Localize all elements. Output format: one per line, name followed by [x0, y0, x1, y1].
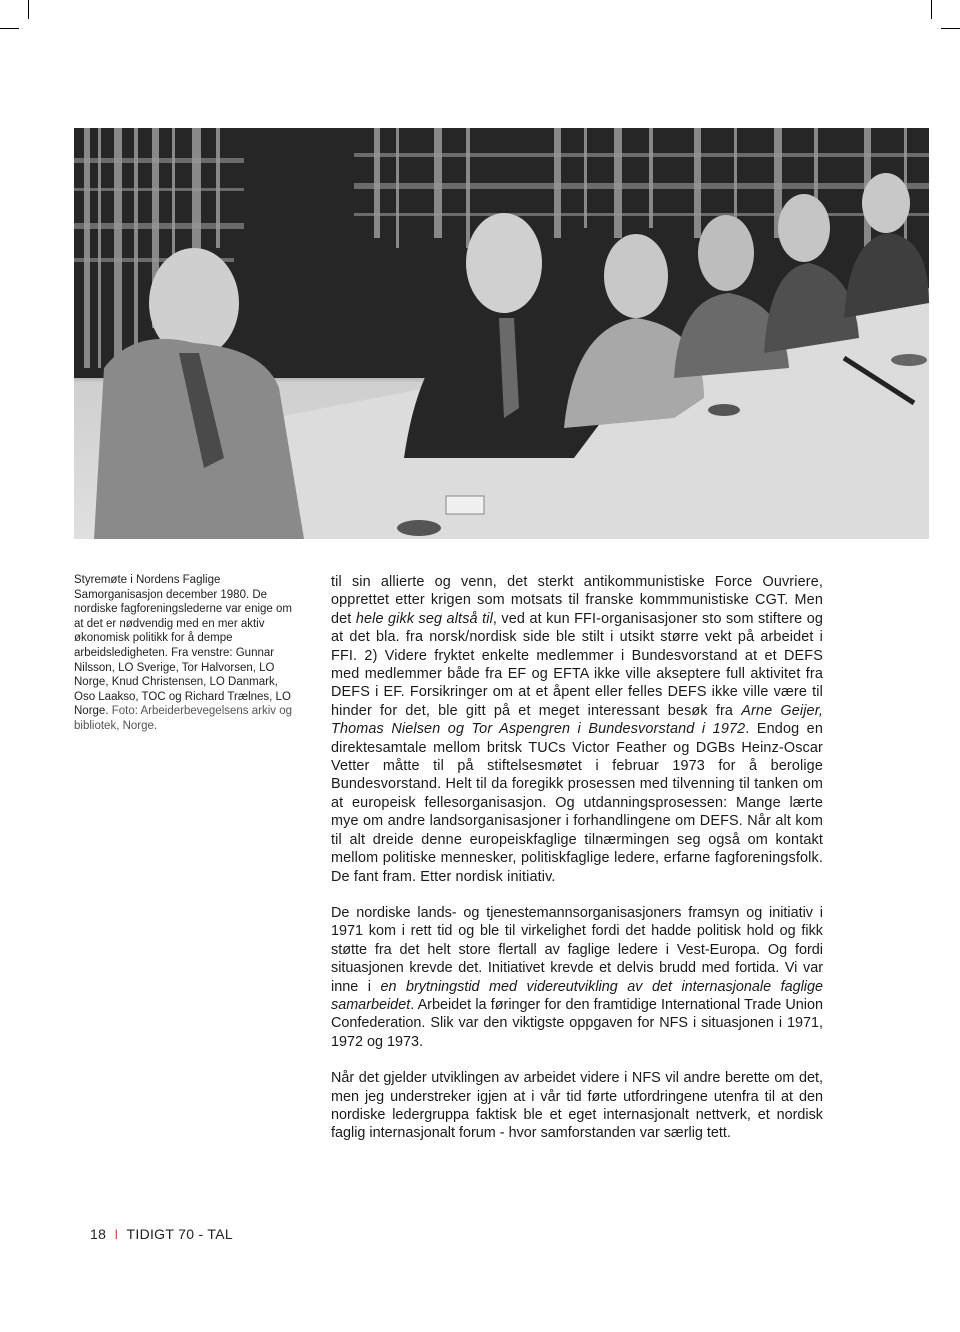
p1-text-c: . Endog en direktesamtale mellom britsk TUCs Victor Feather og DGBs Heinz-Oscar Vetter måtte til på stiftelsesmøtet i februar 1973 for å berolige Bundesvorstand. Helt til da foregikk prosessen med tilvenning til tanken om at europeisk fellesorganisasjon. Og utdanningsprosessen: Mange lærte mye om andre landsorganisasjoner i forhandlingene om DEFS. Når alt kom til alt dreide denne europeiskfaglige tilnærmingen seg også om kontakt mellom politiske mennesker, politiskfaglige ledere, erfarne fagforeningsfolk. De fant fram. Etter nordisk initiativ. — [331, 721, 823, 885]
p2-text-b: . Arbeidet la føringer for den framtidige International Trade Union Confederation. Slik var den viktigste oppgaven for NFS i situasjonen i 1971, 1972 og 1973. — [331, 996, 823, 1050]
p1-text-a: til sin allierte og venn, det sterkt antikommunistiske Force Ouvriere, opprettet etter krigen som motsats til franske kommmunistiske CGT. Men det — [331, 574, 823, 627]
paragraph-1 — [331, 573, 823, 886]
paragraph-3: Når det gjelder utviklingen av arbeidet videre i NFS vil andre berette om det, men jeg understreker igjen at i vår tid førte utfordringene utenfra til at den nordiske ledergruppa faktisk ble et eget internasjonalt nettverk, et nordisk faglig internasjonalt forum - hvor samforstanden var særlig tett. — [331, 1070, 823, 1142]
publication-title: TIDIGT 70 - TAL — [126, 1226, 233, 1242]
footer-separator: I — [114, 1226, 119, 1242]
article-body — [331, 573, 823, 1161]
page-number: 18 — [90, 1226, 107, 1242]
crop-mark-tl-v — [28, 0, 29, 19]
crop-mark-tr-v — [931, 0, 932, 19]
page-footer — [90, 1226, 233, 1242]
p2-emphasis: en brytningstid med videreutvikling av det internasjonale faglige samarbeidet — [331, 978, 824, 1013]
crop-mark-tr-h — [941, 28, 960, 29]
p2-text-a: De nordiske lands- og tjenestemannsorganisasjoners framsyn og initiativ i 1971 kom i rett tid og ble til virkelighet fordi det hadde politisk hold og fikk støtte fra det helt store flertall av faglige ledere i Vest-Europa. Og fordi situasjonen krevde det. Initiativet krevde et delvis brudd med fortida. Vi var inne i — [331, 904, 823, 995]
paragraph-2 — [331, 904, 823, 1051]
meeting-photo — [74, 128, 929, 539]
p1-emphasis-1: hele gikk seg altså til — [355, 610, 493, 627]
p1-emphasis-2: Arne Geijer, Thomas Nielsen og Tor Aspengren i Bundesvorstand i 1972 — [331, 702, 823, 738]
crop-mark-tl-h — [0, 28, 19, 29]
meeting-photo-illustration — [74, 128, 929, 539]
photo-caption — [74, 573, 296, 734]
caption-text: Styremøte i Nordens Faglige Samorganisasjon december 1980. De nordiske fagforeningslederne var enige om at det er nødvendig med en mer aktiv økonomisk politikk for å dempe arbeidsledigheten. Fra venstre: Gunnar Nilsson, LO Sverige, Tor Halvorsen, LO Norge, Knud Christensen, LO Danmark, Oso Laakso, TOC og Richard Trælnes, LO Norge. — [74, 574, 292, 718]
p1-text-b: , ved at kun FFI-organisasjoner sto som stiftere og at det bla. fra norsk/nordisk side ble stilt i utsikt større vekt på arbeidet i FFI. 2) Videre fryktet enkelte medlemmer i Bundesvorstand at et DEFS med medlemmer både fra EF og EFTA ikke ville akseptere full aktivitet fra DEFS i EF. Forsikringer om at et åpent eller felles DEFS ikke ville være til hinder for det, ble gitt på et meget interessant besøk fra — [331, 610, 824, 719]
photo-credit: Foto: Arbeiderbevegelsens arkiv og bibliotek, Norge. — [74, 705, 293, 732]
